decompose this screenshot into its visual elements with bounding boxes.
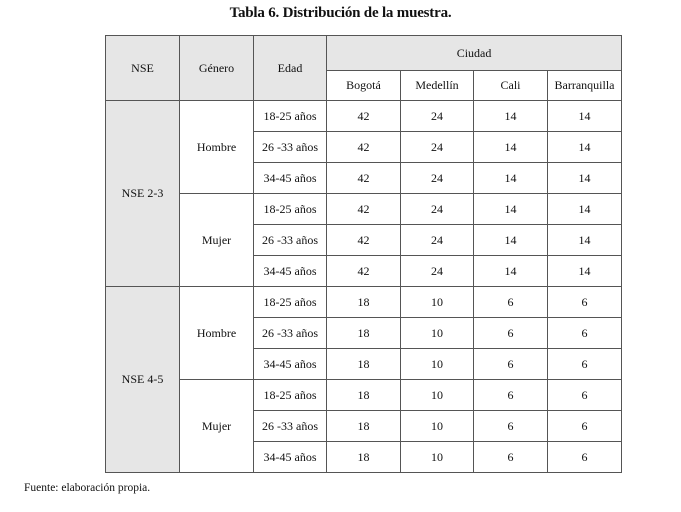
table-row (106, 101, 622, 132)
value-cell: 6 (474, 411, 548, 442)
value-cell: 6 (548, 318, 622, 349)
header-city-cali: Cali (474, 71, 548, 101)
age-cell: 34-45 años (254, 163, 327, 194)
value-cell: 24 (401, 101, 474, 132)
value-cell: 10 (401, 287, 474, 318)
table-title: Tabla 6. Distribución de la muestra. (229, 5, 452, 21)
age-cell: 34-45 años (254, 349, 327, 380)
value-cell: 6 (548, 287, 622, 318)
value-cell: 14 (474, 132, 548, 163)
sample-distribution-table (105, 35, 622, 473)
value-cell: 14 (548, 132, 622, 163)
value-cell: 14 (474, 101, 548, 132)
table-body (106, 101, 622, 473)
value-cell: 14 (474, 194, 548, 225)
value-cell: 10 (401, 318, 474, 349)
age-cell: 18-25 años (254, 101, 327, 132)
header-city-barranquilla: Barranquilla (548, 71, 622, 101)
value-cell: 6 (474, 442, 548, 473)
value-cell: 18 (327, 380, 401, 411)
value-cell: 42 (327, 194, 401, 225)
value-cell: 14 (548, 194, 622, 225)
gender-cell: Mujer (180, 194, 254, 287)
value-cell: 42 (327, 163, 401, 194)
value-cell: 10 (401, 380, 474, 411)
value-cell: 10 (401, 411, 474, 442)
age-cell: 26 -33 años (254, 225, 327, 256)
age-cell: 26 -33 años (254, 132, 327, 163)
source-note: Fuente: elaboración propia. (24, 482, 151, 494)
gender-cell: Mujer (180, 380, 254, 473)
value-cell: 18 (327, 287, 401, 318)
value-cell: 6 (474, 380, 548, 411)
value-cell: 14 (548, 256, 622, 287)
value-cell: 24 (401, 225, 474, 256)
value-cell: 10 (401, 442, 474, 473)
value-cell: 18 (327, 411, 401, 442)
gender-cell: Hombre (180, 287, 254, 380)
nse-cell: NSE 2-3 (106, 101, 180, 287)
header-city-bogota: Bogotá (327, 71, 401, 101)
value-cell: 42 (327, 256, 401, 287)
value-cell: 10 (401, 349, 474, 380)
gender-cell: Hombre (180, 101, 254, 194)
age-cell: 18-25 años (254, 287, 327, 318)
age-cell: 34-45 años (254, 442, 327, 473)
value-cell: 14 (474, 163, 548, 194)
value-cell: 24 (401, 163, 474, 194)
value-cell: 6 (474, 318, 548, 349)
value-cell: 42 (327, 132, 401, 163)
age-cell: 26 -33 años (254, 411, 327, 442)
table-row (106, 287, 622, 318)
value-cell: 14 (474, 256, 548, 287)
table-header (106, 36, 622, 101)
value-cell: 18 (327, 349, 401, 380)
header-ciudad: Ciudad (327, 36, 622, 71)
value-cell: 14 (474, 225, 548, 256)
header-nse: NSE (106, 36, 180, 101)
age-cell: 26 -33 años (254, 318, 327, 349)
header-genero: Género (180, 36, 254, 101)
value-cell: 18 (327, 318, 401, 349)
value-cell: 14 (548, 225, 622, 256)
value-cell: 18 (327, 442, 401, 473)
value-cell: 24 (401, 132, 474, 163)
nse-cell: NSE 4-5 (106, 287, 180, 473)
header-edad: Edad (254, 36, 327, 101)
value-cell: 42 (327, 225, 401, 256)
value-cell: 14 (548, 163, 622, 194)
value-cell: 6 (474, 287, 548, 318)
value-cell: 6 (474, 349, 548, 380)
age-cell: 18-25 años (254, 380, 327, 411)
value-cell: 24 (401, 256, 474, 287)
value-cell: 6 (548, 349, 622, 380)
age-cell: 18-25 años (254, 194, 327, 225)
value-cell: 14 (548, 101, 622, 132)
table-row (106, 380, 622, 411)
value-cell: 42 (327, 101, 401, 132)
value-cell: 6 (548, 442, 622, 473)
table-row (106, 194, 622, 225)
value-cell: 24 (401, 194, 474, 225)
value-cell: 6 (548, 411, 622, 442)
header-city-medellin: Medellín (401, 71, 474, 101)
value-cell: 6 (548, 380, 622, 411)
age-cell: 34-45 años (254, 256, 327, 287)
